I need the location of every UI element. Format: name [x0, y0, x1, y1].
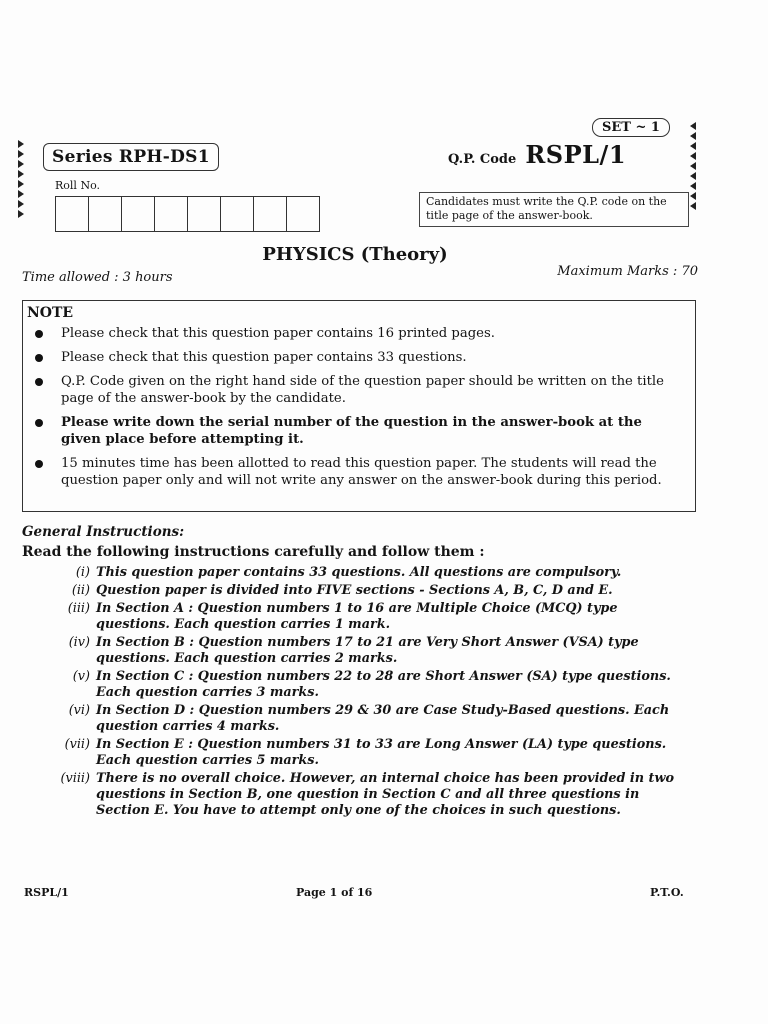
bullet-icon	[35, 419, 43, 427]
bullet-icon	[35, 378, 43, 386]
instruction-text: In Section B : Question numbers 17 to 21 are Very Short Answer (VSA) type questions. Each question carries 2 marks.	[96, 635, 639, 666]
roll-number-box[interactable]	[220, 196, 254, 232]
note-list	[35, 325, 685, 496]
instruction-text: In Section A : Question numbers 1 to 16 are Multiple Choice (MCQ) type questions. Each question carries 1 mark.	[96, 601, 618, 632]
general-instructions-list	[22, 565, 690, 821]
roll-number-box[interactable]	[187, 196, 221, 232]
note-item-text: Please check that this question paper contains 33 questions.	[61, 350, 467, 365]
instruction-number: (viii)	[60, 771, 90, 786]
instruction-text: In Section C : Question numbers 22 to 28 are Short Answer (SA) type questions. Each question carries 3 marks.	[96, 669, 671, 700]
note-item	[35, 373, 685, 407]
note-box	[22, 300, 696, 512]
instruction-text: In Section E : Question numbers 31 to 33 are Long Answer (LA) type questions. Each question carries 5 marks.	[96, 737, 667, 768]
instruction-number: (iii)	[67, 601, 90, 616]
note-item-text: Please check that this question paper contains 16 printed pages.	[61, 326, 495, 341]
maximum-marks: Maximum Marks : 70	[557, 264, 698, 279]
note-item	[35, 455, 685, 489]
instruction-item	[22, 635, 690, 667]
bullet-icon	[35, 354, 43, 362]
general-instructions-title: General Instructions:	[22, 524, 185, 540]
note-title: NOTE	[27, 305, 74, 321]
bullet-icon	[35, 460, 43, 468]
instruction-text: There is no overall choice. However, an internal choice has been provided in two questions in Section B, one question in Section C and all three questions in Section E. You have to attempt only one of the choices in such questions.	[96, 771, 675, 818]
candidates-note: Candidates must write the Q.P. code on the title page of the answer-book.	[419, 192, 689, 227]
footer-page: Page 1 of 16	[296, 886, 373, 899]
instruction-item	[22, 601, 690, 633]
qp-code-label: Q.P. Code	[448, 152, 517, 167]
roll-number-box[interactable]	[154, 196, 188, 232]
note-item-text: Please write down the serial number of the question in the answer-book at the given place before attempting it.	[61, 415, 642, 447]
roll-number-boxes	[55, 196, 319, 232]
footer-pto: P.T.O.	[650, 886, 684, 899]
series-label: Series RPH-DS1	[43, 143, 219, 171]
roll-number-box[interactable]	[88, 196, 122, 232]
instruction-number: (v)	[72, 669, 90, 684]
instruction-number: (vi)	[68, 703, 90, 718]
instruction-number: (i)	[75, 565, 90, 580]
instruction-item	[22, 737, 690, 769]
instruction-item	[22, 565, 690, 581]
note-item	[35, 414, 685, 448]
instruction-text: This question paper contains 33 questions. All questions are compulsory.	[96, 565, 622, 580]
roll-number-box[interactable]	[286, 196, 320, 232]
time-allowed: Time allowed : 3 hours	[22, 270, 173, 285]
note-item-text: Q.P. Code given on the right hand side of the question paper should be written on the title page of the answer-book by the candidate.	[61, 374, 664, 406]
set-label: SET ~ 1	[592, 118, 670, 137]
bullet-icon	[35, 330, 43, 338]
note-item-text: 15 minutes time has been allotted to read this question paper. The students will read the question paper only and will not write any answer on the answer-book during this period.	[61, 456, 662, 488]
instruction-item	[22, 771, 690, 819]
instruction-text: In Section D : Question numbers 29 & 30 are Case Study-Based questions. Each question carries 4 marks.	[96, 703, 670, 734]
paper-title: PHYSICS (Theory)	[262, 244, 448, 265]
left-registration-marks	[18, 140, 26, 220]
instruction-text: Question paper is divided into FIVE sections - Sections A, B, C, D and E.	[96, 583, 613, 598]
roll-number-box[interactable]	[253, 196, 287, 232]
qp-code-value: RSPL/1	[525, 140, 627, 169]
read-instructions-heading: Read the following instructions carefully and follow them :	[22, 544, 485, 560]
instruction-item	[22, 583, 690, 599]
roll-number-box[interactable]	[121, 196, 155, 232]
right-registration-marks	[690, 122, 698, 212]
qp-code	[448, 140, 626, 169]
instruction-item	[22, 669, 690, 701]
note-item	[35, 325, 685, 342]
footer-code: RSPL/1	[24, 886, 69, 899]
instruction-number: (ii)	[71, 583, 90, 598]
instruction-number: (vii)	[64, 737, 90, 752]
instruction-item	[22, 703, 690, 735]
instruction-number: (iv)	[68, 635, 90, 650]
roll-number-label: Roll No.	[55, 179, 100, 192]
roll-number-box[interactable]	[55, 196, 89, 232]
note-item	[35, 349, 685, 366]
